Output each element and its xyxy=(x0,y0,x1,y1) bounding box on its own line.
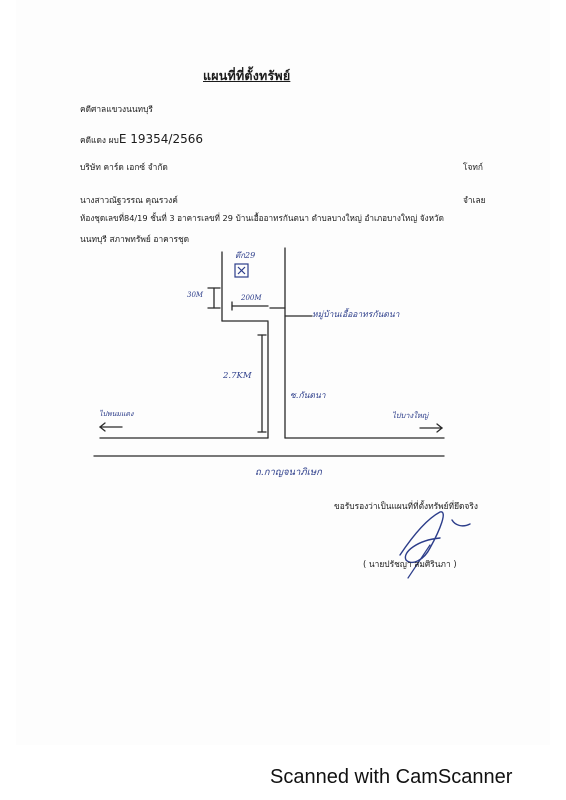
soi-label: ซ.กันตนา xyxy=(290,391,326,401)
document-title: แผนที่ที่ตั้งทรัพย์ xyxy=(203,68,291,83)
distance-30m-label: 30M xyxy=(187,291,204,299)
case-prefix: คดีแดง ผบ xyxy=(80,135,119,145)
right-direction-label: ไปบางใหญ่ xyxy=(392,411,429,420)
village-label: หมู่บ้านเอื้ออาทรกันตนา xyxy=(312,310,400,320)
court-name: คดีศาลแขวงนนทบุรี xyxy=(80,104,153,114)
property-marker-cross xyxy=(238,267,245,274)
defendant-role: จำเลย xyxy=(463,195,486,205)
plaintiff-name: บริษัท คาร์ด เอกซ์ จำกัด xyxy=(80,162,168,172)
property-label: ตึก29 xyxy=(235,251,256,260)
property-description-line1: ห้องชุดเลขที่84/19 ชั้นที่ 3 อาคารเลขที่ 29 บ้านเอื้ออาทรกันตนา ตำบลบางใหญ่ อำเภอบางใหญ่ จังหวัด xyxy=(80,213,444,223)
plaintiff-role: โจทก์ xyxy=(463,162,483,172)
camscanner-watermark: Scanned with CamScanner xyxy=(270,766,513,788)
main-road-label: ถ.กาญจนาภิเษก xyxy=(255,467,322,478)
property-description-line2: นนทบุรี สภาพทรัพย์ อาคารชุด xyxy=(80,234,190,244)
distance-2-7km-label: 2.7KM xyxy=(223,371,252,381)
distance-200m-label: 200M xyxy=(241,294,262,302)
defendant-name: นางสาวณัฐวรรณ คุณรวงค์ xyxy=(80,195,178,205)
certification-text: ขอรับรองว่าเป็นแผนที่ที่ตั้งทรัพย์ที่ยึดจริง xyxy=(334,501,478,511)
left-direction-label: ไปพนมแดง xyxy=(99,410,134,418)
signer-name: ( นายปรัชญา สมศิรินภา ) xyxy=(363,559,457,569)
case-number: E 19354/2566 xyxy=(118,132,204,146)
signature-mark xyxy=(400,512,470,562)
